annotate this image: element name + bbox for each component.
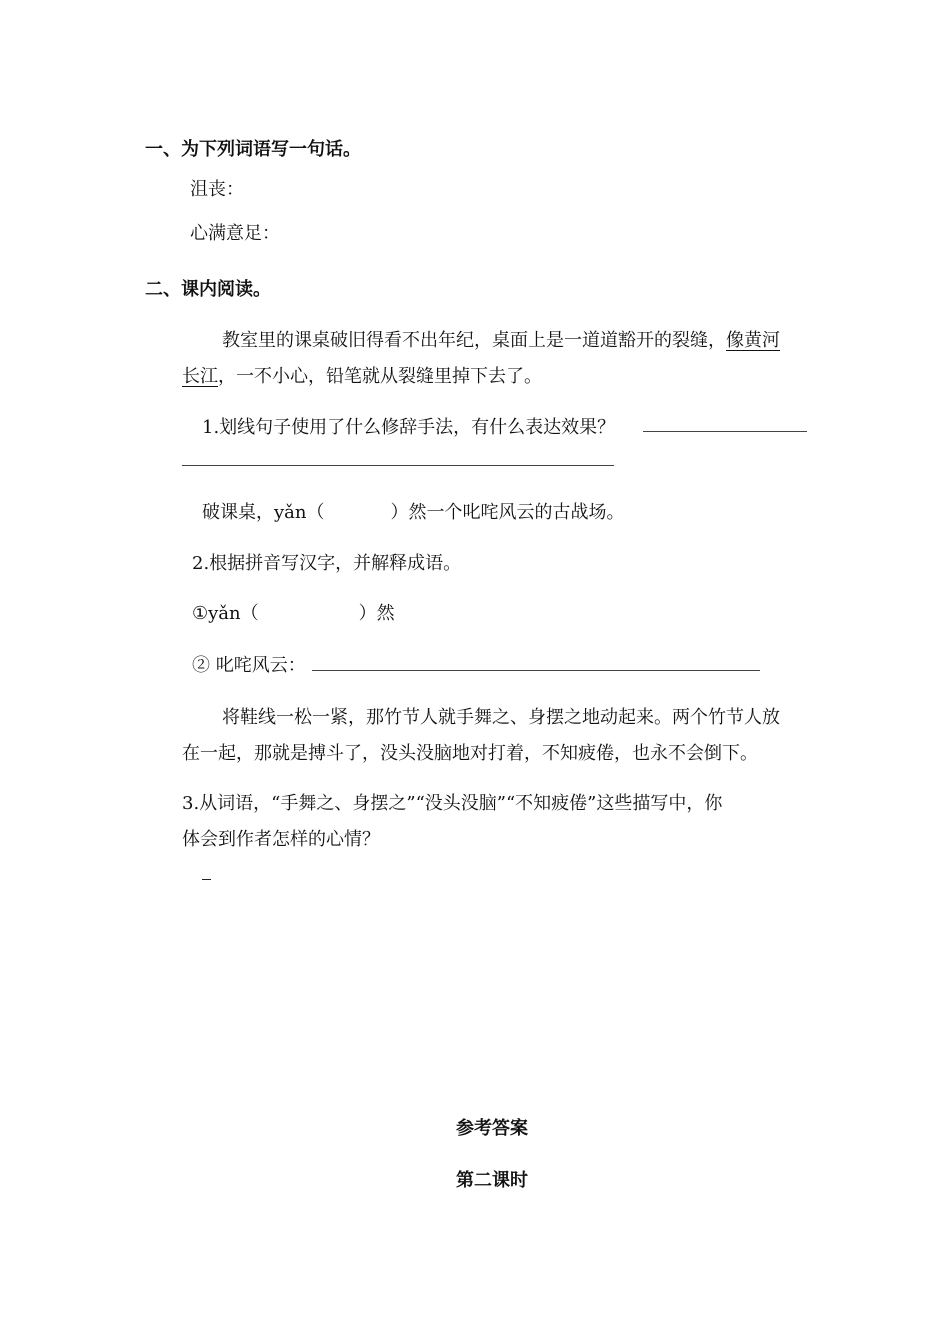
pinyin-sentence [202,498,625,524]
answer-line [312,670,760,671]
item-1-after: ）然 [358,603,395,624]
pinyin-sentence-before: 破课桌，yǎn（ [202,502,325,523]
answer-line [182,465,614,466]
question-2-item-1 [192,599,395,625]
passage-1-line-1 [222,326,780,352]
passage-2-line-2: 在一起，那就是搏斗了，没头没脑地对打着，不知疲倦，也永不会倒下。 [182,743,758,764]
answer-dash [202,879,211,880]
section-2-heading: 二、课内阅读。 [145,279,271,300]
answers-title: 参考答案 [456,1118,528,1139]
passage-1-text-continued: ，一不小心，铅笔就从裂缝里掉下去了。 [218,366,542,387]
passage-2-line-1: 将鞋线一松一紧，那竹节人就手舞之、身摆之地动起来。两个竹节人放 [222,707,780,728]
passage-1-text: 教室里的课桌破旧得看不出年纪，桌面上是一道道豁开的裂缝， [222,330,726,351]
passage-1-line-2 [182,362,542,388]
word-item-xinmanyizu: 心满意足： [190,223,280,244]
question-2-item-2: ② 叱咤风云： [192,655,306,676]
section-1-heading: 一、为下列词语写一句话。 [145,139,361,160]
word-item-jusang: 沮丧： [190,179,244,200]
item-1-before: ①yǎn（ [192,603,259,624]
question-2: 2.根据拼音写汉字，并解释成语。 [192,553,462,574]
question-3-line-2: 体会到作者怎样的心情？ [182,829,380,850]
underlined-sentence-part-1: 像黄河 [726,330,780,351]
question-3-line-1: 3.从词语，“手舞之、身摆之”“没头没脑”“不知疲倦”这些描写中，你 [182,793,723,814]
pinyin-sentence-after: ）然一个叱咤风云的古战场。 [390,502,625,523]
question-1: 1.划线句子使用了什么修辞手法，有什么表达效果？ [202,417,616,438]
answers-subtitle: 第二课时 [456,1170,528,1191]
underlined-sentence-part-2: 长江 [182,366,218,387]
answer-line [643,431,807,432]
